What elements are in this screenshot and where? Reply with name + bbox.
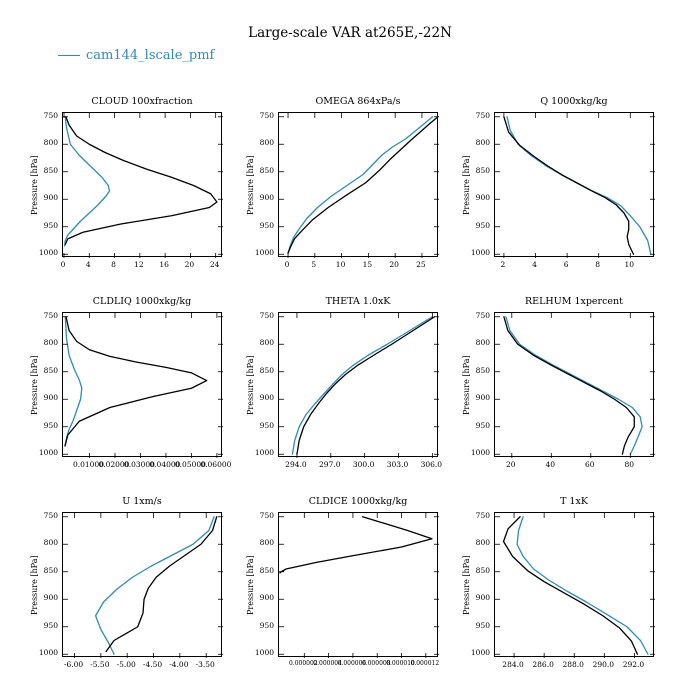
y-tick-label: 750 <box>475 110 490 120</box>
y-axis-label: Pressure [hPa] <box>462 154 471 215</box>
panel-title: U 1xm/s <box>122 496 162 507</box>
y-tick-label: 1000 <box>254 648 274 658</box>
x-tick-label: 8 <box>595 260 601 269</box>
x-tick-label: -4.00 <box>169 660 189 669</box>
series-line <box>288 117 438 253</box>
x-tick-label: 2 <box>500 260 506 269</box>
x-tick-label: 10 <box>624 260 635 269</box>
x-tick-label: 15 <box>362 260 373 269</box>
legend-line-swatch <box>58 55 80 56</box>
series-line <box>507 117 651 255</box>
series-line <box>65 117 217 245</box>
panel-title: CLDICE 1000xkg/kg <box>308 496 408 507</box>
series-line <box>517 517 648 655</box>
x-tick-label: 0.000006 <box>337 660 367 667</box>
y-tick-label: 800 <box>259 338 274 348</box>
y-axis-label: Pressure [hPa] <box>462 554 471 615</box>
plot-area <box>278 112 438 257</box>
x-tick-label: 8 <box>111 260 116 269</box>
panel-title: THETA 1.0xK <box>325 296 391 307</box>
y-tick-label: 850 <box>259 565 274 575</box>
plot-area <box>62 112 222 257</box>
x-tick-label: 303.0 <box>386 460 409 469</box>
y-tick-label: 950 <box>475 220 490 230</box>
x-tick-label: 20 <box>184 260 195 269</box>
x-tick-label: 290.0 <box>592 660 615 669</box>
y-tick-label: 850 <box>43 365 58 375</box>
y-tick-label: 900 <box>259 593 274 603</box>
x-tick-label: 20 <box>506 460 516 469</box>
x-tick-label: -4.50 <box>142 660 163 669</box>
y-tick-label: 900 <box>475 393 490 403</box>
series-line <box>292 317 432 455</box>
y-tick-label: 850 <box>259 165 274 175</box>
y-axis-label: Pressure [hPa] <box>30 354 39 415</box>
y-tick-label: 900 <box>475 593 490 603</box>
x-tick-label: 60 <box>585 460 595 469</box>
plot-area <box>494 112 654 257</box>
chart-panel <box>238 296 443 483</box>
y-tick-label: 750 <box>43 110 58 120</box>
y-tick-label: 850 <box>475 365 490 375</box>
x-tick-label: -5.00 <box>116 660 136 669</box>
y-tick-label: 900 <box>43 193 58 203</box>
y-tick-label: 950 <box>43 620 58 630</box>
y-tick-label: 850 <box>43 165 58 175</box>
x-tick-label: -5.50 <box>90 660 110 669</box>
x-tick-label: 0.000004 <box>313 660 342 667</box>
x-tick-label: 16 <box>159 260 169 269</box>
panel-title: RELHUM 1xpercent <box>525 296 623 307</box>
panel-title: Q 1000xkg/kg <box>540 96 608 107</box>
x-tick-label: 0.01000 <box>72 460 104 469</box>
x-tick-label: 0.000012 <box>410 660 440 667</box>
x-tick-label: 12 <box>134 260 144 269</box>
y-tick-label: 1000 <box>470 648 490 658</box>
y-tick-label: 850 <box>475 165 490 175</box>
plot-area <box>62 512 222 657</box>
panel-grid <box>0 78 700 698</box>
y-tick-label: 900 <box>43 393 58 403</box>
legend <box>58 48 214 63</box>
y-tick-label: 800 <box>259 138 274 148</box>
x-tick-label: 4 <box>85 260 91 269</box>
plot-area <box>62 312 222 457</box>
y-axis-label: Pressure [hPa] <box>30 554 39 615</box>
x-tick-label: 284.0 <box>502 660 524 669</box>
y-tick-label: 800 <box>43 138 58 148</box>
x-tick-label: 5 <box>311 260 317 269</box>
y-tick-label: 750 <box>259 510 274 520</box>
series-line <box>65 117 110 246</box>
series-line <box>504 317 634 455</box>
y-tick-label: 900 <box>259 393 274 403</box>
x-tick-label: 292.0 <box>622 660 645 669</box>
x-tick-label: 0.03000 <box>123 460 155 469</box>
x-tick-label: 306.0 <box>420 460 443 469</box>
figure-title: Large-scale VAR at265E,-22N <box>248 25 452 41</box>
y-tick-label: 800 <box>475 538 490 548</box>
y-tick-label: 800 <box>475 338 490 348</box>
y-tick-label: 900 <box>43 593 58 603</box>
y-tick-label: 900 <box>259 193 274 203</box>
chart-panel <box>454 496 654 683</box>
y-tick-label: 750 <box>259 110 274 120</box>
y-axis-label: Pressure [hPa] <box>246 354 255 415</box>
x-tick-label: 288.0 <box>562 660 584 669</box>
y-tick-label: 850 <box>475 565 490 575</box>
x-tick-label: 297.0 <box>319 460 341 469</box>
y-tick-label: 1000 <box>470 448 490 458</box>
y-tick-label: 1000 <box>470 248 490 258</box>
x-tick-label: 20 <box>389 260 399 269</box>
series-line <box>504 517 638 655</box>
chart-panel <box>238 496 438 683</box>
y-tick-label: 1000 <box>254 248 274 258</box>
y-tick-label: 1000 <box>38 248 58 258</box>
y-tick-label: 800 <box>43 538 58 548</box>
x-tick-label: 0.05000 <box>174 460 206 469</box>
panel-title: OMEGA 864xPa/s <box>315 96 401 107</box>
x-tick-label: 10 <box>335 260 346 269</box>
chart-panel <box>238 96 438 283</box>
y-tick-label: 950 <box>475 620 490 630</box>
x-tick-label: 286.0 <box>532 660 554 669</box>
x-tick-label: 0.000002 <box>288 660 318 667</box>
x-tick-label: 0.000008 <box>361 660 391 667</box>
y-axis-label: Pressure [hPa] <box>246 154 255 215</box>
y-tick-label: 750 <box>259 310 274 320</box>
plot-area <box>494 512 654 657</box>
plot-area <box>278 312 438 457</box>
x-tick-label: 4 <box>532 260 537 269</box>
x-tick-label: 0.000010 <box>386 660 415 667</box>
series-line <box>506 317 642 455</box>
y-tick-label: 1000 <box>38 648 58 658</box>
x-tick-label: 25 <box>416 260 426 269</box>
y-tick-label: 950 <box>475 420 490 430</box>
panel-title: T 1xK <box>560 496 588 507</box>
plot-area <box>278 512 438 657</box>
y-tick-label: 800 <box>259 538 274 548</box>
x-tick-label: 80 <box>624 460 635 469</box>
chart-panel <box>22 496 222 683</box>
chart-panel <box>22 96 222 283</box>
legend-series-label: cam144_lscale_pmf <box>86 48 215 63</box>
x-tick-label: 6 <box>563 260 569 269</box>
y-tick-label: 850 <box>259 365 274 375</box>
x-tick-label: 0.04000 <box>149 460 181 469</box>
x-tick-label: 0 <box>284 260 290 269</box>
y-tick-label: 850 <box>43 565 58 575</box>
x-tick-label: 0.02000 <box>98 460 130 469</box>
x-tick-label: 24 <box>209 260 220 269</box>
y-tick-label: 1000 <box>38 448 58 458</box>
x-tick-label: 0 <box>60 260 66 269</box>
y-axis-label: Pressure [hPa] <box>462 354 471 415</box>
y-tick-label: 750 <box>43 510 58 520</box>
series-line <box>288 117 433 253</box>
x-tick-label: 40 <box>545 460 556 469</box>
chart-panel <box>454 96 654 283</box>
y-tick-label: 800 <box>475 138 490 148</box>
y-tick-label: 1000 <box>254 448 274 458</box>
y-tick-label: 750 <box>475 310 490 320</box>
y-tick-label: 750 <box>43 310 58 320</box>
y-tick-label: 950 <box>259 220 274 230</box>
y-axis-label: Pressure [hPa] <box>30 154 39 215</box>
y-tick-label: 750 <box>475 510 490 520</box>
series-line <box>504 117 634 255</box>
series-line <box>297 317 435 455</box>
chart-panel <box>22 296 232 483</box>
panel-title: CLDLIQ 1000xkg/kg <box>92 296 192 307</box>
y-tick-label: 950 <box>259 420 274 430</box>
y-tick-label: 900 <box>475 193 490 203</box>
x-tick-label: 294.0 <box>285 460 307 469</box>
x-tick-label: 0.06000 <box>200 460 232 469</box>
y-tick-label: 950 <box>43 220 58 230</box>
x-tick-label: 300.0 <box>352 460 375 469</box>
x-tick-label: -3.50 <box>195 660 215 669</box>
y-axis-label: Pressure [hPa] <box>246 554 255 615</box>
series-line <box>280 517 432 573</box>
plot-area <box>494 312 654 457</box>
x-tick-label: -6.00 <box>63 660 84 669</box>
y-tick-label: 950 <box>259 620 274 630</box>
chart-panel <box>454 296 654 483</box>
series-line <box>65 317 207 446</box>
y-tick-label: 800 <box>43 338 58 348</box>
y-tick-label: 950 <box>43 420 58 430</box>
panel-title: CLOUD 100xfraction <box>91 96 193 107</box>
series-line <box>96 517 215 655</box>
